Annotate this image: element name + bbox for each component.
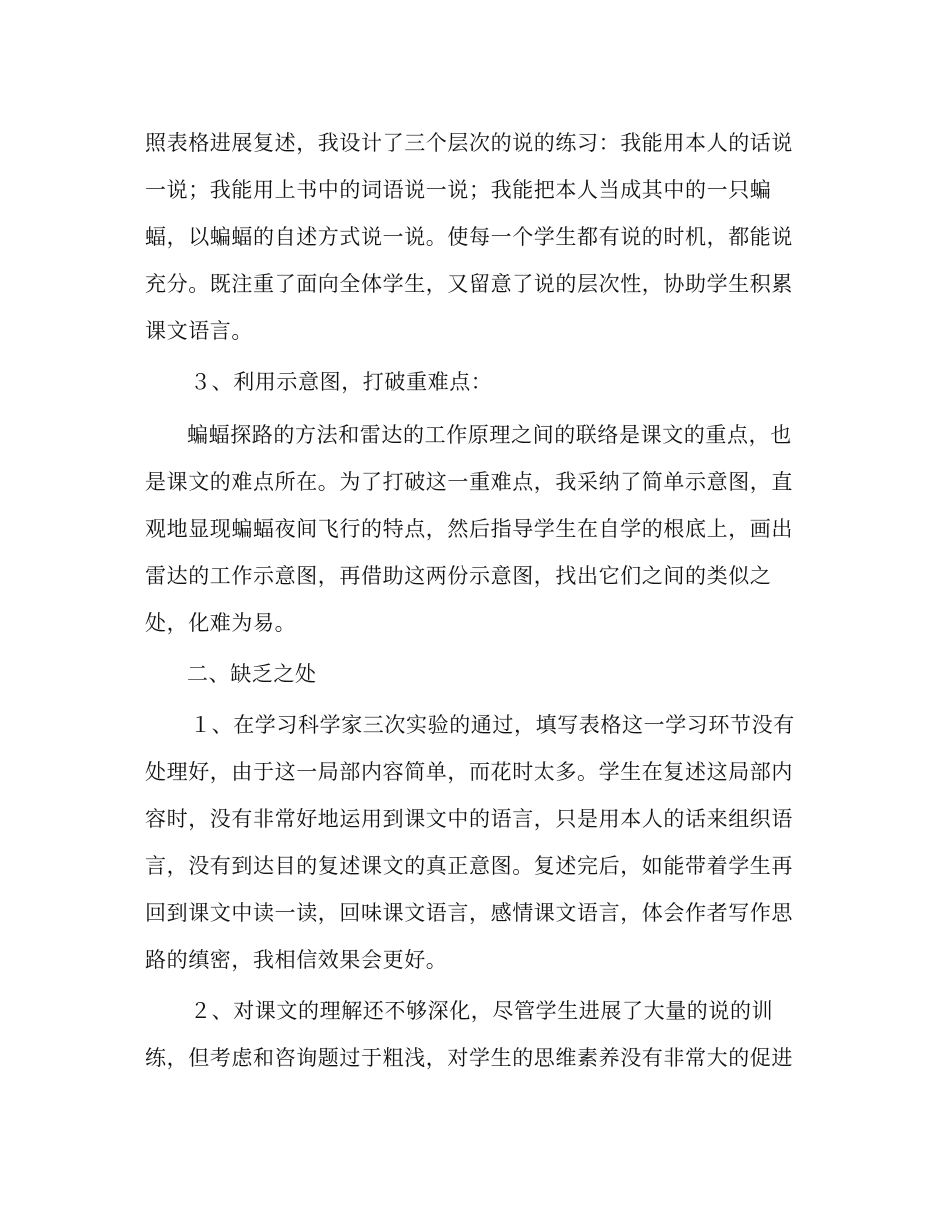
- text-line: 照表格进展复述，我设计了三个层次的说的练习：我能用本人的话说: [145, 131, 793, 155]
- section-heading: ３、利用示意图，打破重难点：: [190, 370, 493, 394]
- text-line: 课文语言。: [145, 319, 253, 343]
- text-line: 练，但考虑和咨询题过于粗浅，对学生的思维素养没有非常大的促进: [145, 1046, 793, 1070]
- section-heading: 二、缺乏之处: [187, 662, 317, 686]
- text-line: 蝙蝠探路的方法和雷达的工作原理之间的联络是课文的重点，也: [187, 423, 792, 447]
- text-line: 观地显现蝙蝠夜间飞行的特点，然后指导学生在自学的根底上，画出: [145, 517, 793, 541]
- text-line: 雷达的工作示意图，再借助这两份示意图，找出它们之间的类似之: [145, 564, 772, 588]
- text-line: １、在学习科学家三次实验的通过，填写表格这一学习环节没有: [190, 713, 795, 737]
- text-line: 回到课文中读一读，回味课文语言，感情课文语言，体会作者写作思: [145, 901, 793, 925]
- text-line: 蝠，以蝙蝠的自述方式说一说。使每一个学生都有说的时机，都能说: [145, 225, 793, 249]
- text-line: 处理好，由于这一局部内容简单，而花时太多。学生在复述这局部内: [145, 760, 793, 784]
- text-line: 一说；我能用上书中的词语说一说；我能把本人当成其中的一只蝙: [145, 178, 772, 202]
- text-line: 言，没有到达目的复述课文的真正意图。复述完后，如能带着学生再: [145, 854, 793, 878]
- text-line: 路的缜密，我相信效果会更好。: [145, 948, 448, 972]
- text-line: 充分。既注重了面向全体学生，又留意了说的层次性，协助学生积累: [145, 272, 793, 296]
- text-line: 处，化难为易。: [145, 611, 297, 635]
- text-line: ２、对课文的理解还不够深化，尽管学生进展了大量的说的训: [190, 999, 774, 1023]
- text-line: 容时，没有非常好地运用到课文中的语言，只是用本人的话来组织语: [145, 807, 793, 831]
- text-line: 是课文的难点所在。为了打破这一重难点，我采纳了简单示意图，直: [145, 470, 793, 494]
